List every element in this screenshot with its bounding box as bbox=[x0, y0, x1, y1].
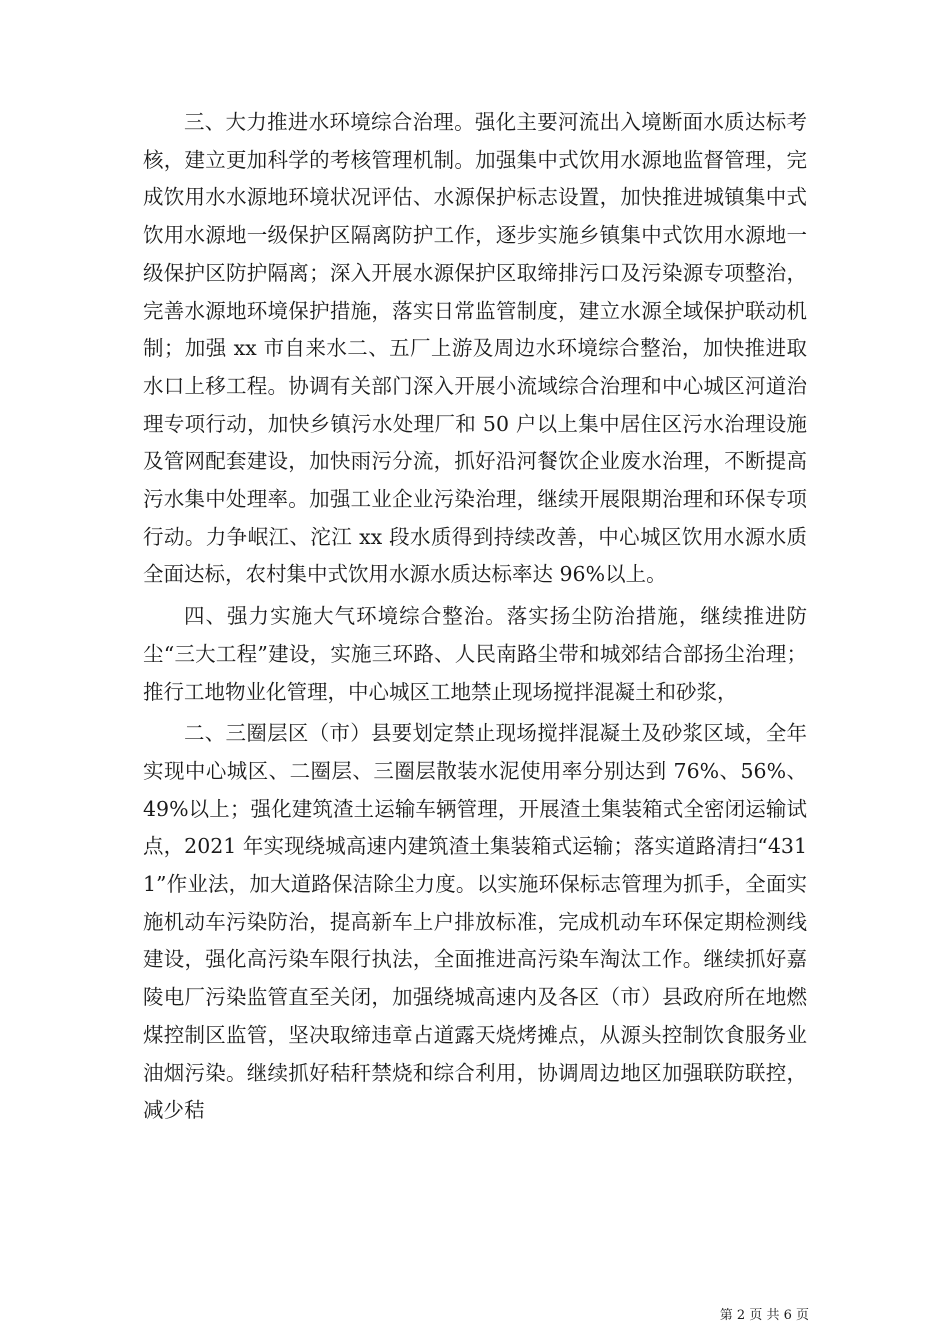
paragraph-air-environment: 四、强力实施大气环境综合整治。落实扬尘防治措施，继续推进防尘“三大工程”建设，实施三环路、人民南路尘带和城郊结合部扬尘治理；推行工地物业化管理，中心城区工地禁止现场搅拌混凝土和砂浆， bbox=[143, 604, 807, 704]
document-body bbox=[143, 104, 807, 1134]
paragraph-water-environment: 三、大力推进水环境综合治理。强化主要河流出入境断面水质达标考核，建立更加科学的考核管理机制。加强集中式饮用水源地监督管理，完成饮用水水源地环境状况评估、水源保护标志设置，加快推进城镇集中式饮用水源地一级保护区隔离防护工作，逐步实施乡镇集中式饮用水源地一级保护区防护隔离；深入开展水源保护区取缔排污口及污染源专项整治，完善水源地环境保护措施，落实日常监管制度，建立水源全域保护联动机制；加强 xx 市自来水二、五厂上游及周边水环境综合整治，加快推进取水口上移工程。协调有关部门深入开展小流域综合治理和中心城区河道治理专项行动，加快乡镇污水处理厂和 50 户以上集中居住区污水治理设施及管网配套建设，加快雨污分流，抓好沿河餐饮企业废水治理，不断提高污水集中处理率。加强工业企业污染治理，继续开展限期治理和环保专项行动。力争岷江、沱江 xx 段水质得到持续改善，中心城区饮用水源水质全面达标，农村集中式饮用水源水质达标率达 96%以上。 bbox=[143, 110, 807, 587]
paragraph-dust-control: 二、三圈层区（市）县要划定禁止现场搅拌混凝土及砂浆区域，全年实现中心城区、二圈层、三圈层散装水泥使用率分别达到 76%、56%、49%以上；强化建筑渣土运输车辆管理，开展渣土集装箱式全密闭运输试点，2021 年实现绕城高速内建筑渣土集装箱式运输；落实道路清扫“4311”作业法，加大道路保洁除尘力度。以实施环保标志管理为抓手，全面实施机动车污染防治，提高新车上户排放标准，完成机动车环保定期检测线建设，强化高污染车限行执法，全面推进高污染车淘汰工作。继续抓好嘉陵电厂污染监管直至关闭，加强绕城高速内及各区（市）县政府所在地燃煤控制区监管，坚决取缔违章占道露天烧烤摊点，从源头控制饮食服务业油烟污染。继续抓好秸秆禁烧和综合利用，协调周边地区加强联防联控，减少秸 bbox=[143, 721, 807, 1123]
page-number: 第 2 页 共 6 页 bbox=[719, 1308, 809, 1323]
